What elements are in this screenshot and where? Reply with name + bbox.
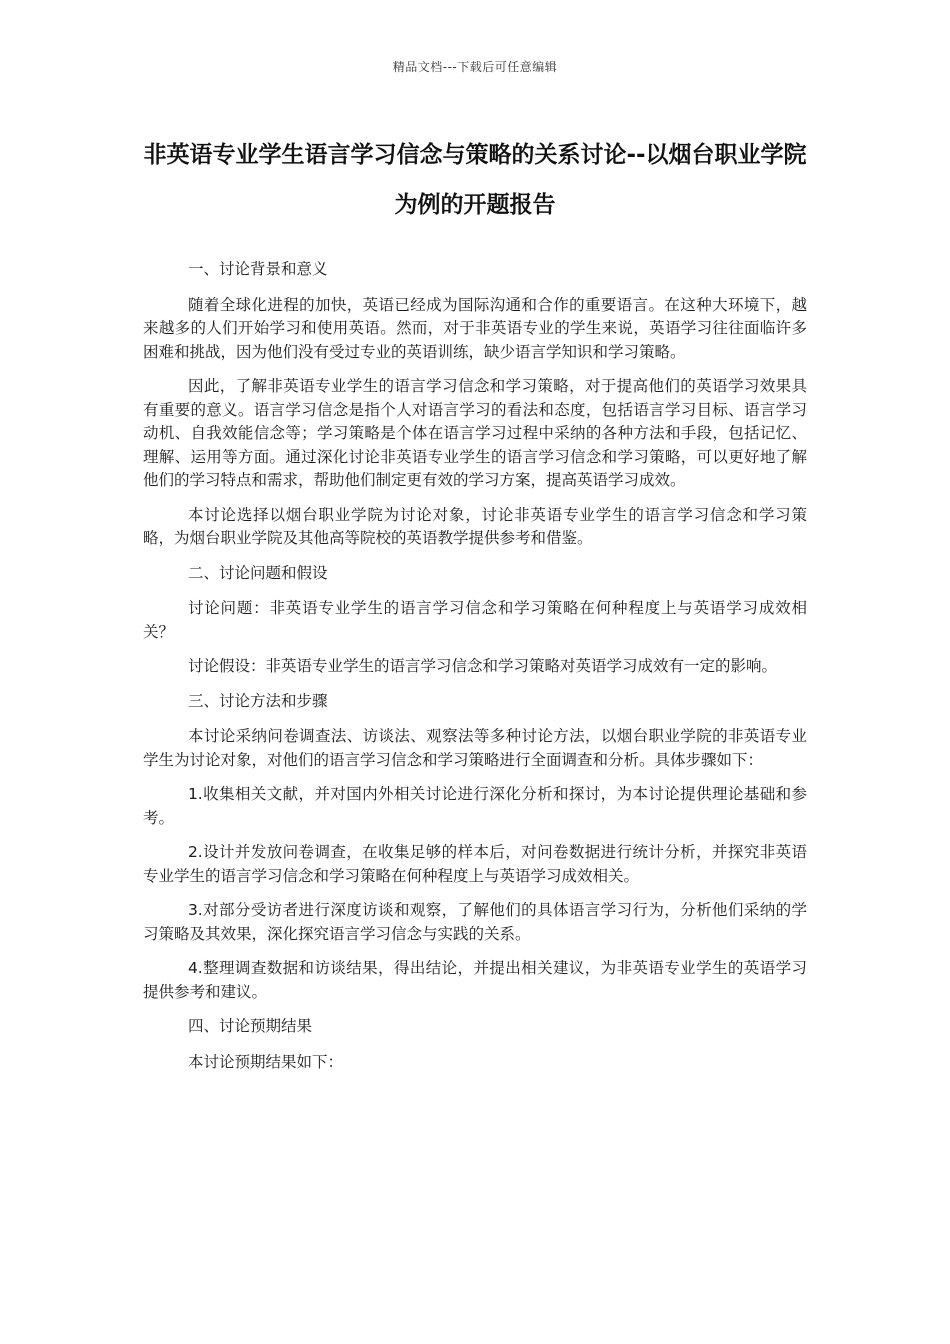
document-body — [143, 258, 807, 1085]
document-title: 非英语专业学生语言学习信念与策略的关系讨论--以烟台职业学院为例的开题报告 — [143, 142, 807, 218]
section-heading-background: 一、讨论背景和意义 — [187, 260, 328, 278]
paragraph-hypothesis: 讨论假设：非英语专业学生的语言学习信念和学习策略对英语学习成效有一定的影响。 — [187, 657, 777, 675]
section-heading-expected-results: 四、讨论预期结果 — [187, 1017, 312, 1035]
paragraph-background-3: 本讨论选择以烟台职业学院为讨论对象，讨论非英语专业学生的语言学习信念和学习策略，为烟台职业学院及其他高等院校的英语教学提供参考和借鉴。 — [143, 505, 807, 547]
paragraph-expected-results: 本讨论预期结果如下： — [187, 1052, 343, 1071]
paragraph-background-1: 随着全球化进程的加快，英语已经成为国际沟通和合作的重要语言。在这种大环境下，越来越多的人们开始学习和使用英语。然而，对于非英语专业的学生来说，英语学习往往面临许多困难和挑战，因为他们没有受过专业的英语训练，缺少语言学知识和学习策略。 — [143, 295, 807, 361]
header-note: 精品文档---下载后可任意编辑 — [392, 60, 558, 74]
paragraph-step-1: 1.收集相关文献，并对国内外相关讨论进行深化分析和探讨，为本讨论提供理论基础和参考。 — [143, 785, 807, 827]
section-heading-methods: 三、讨论方法和步骤 — [187, 691, 328, 710]
paragraph-question: 讨论问题：非英语专业学生的语言学习信念和学习策略在何种程度上与英语学习成效相关？ — [143, 599, 807, 641]
section-heading-questions: 二、讨论问题和假设 — [187, 563, 328, 582]
paragraph-methods-intro: 本讨论采纳问卷调查法、访谈法、观察法等多种讨论方法，以烟台职业学院的非英语专业学生为讨论对象，对他们的语言学习信念和学习策略进行全面调查和分析。具体步骤如下： — [143, 727, 807, 769]
paragraph-step-2: 2.设计并发放问卷调查，在收集足够的样本后，对问卷数据进行统计分析，并探究非英语专业学生的语言学习信念和学习策略在何种程度上与英语学习成效相关。 — [143, 843, 807, 885]
paragraph-background-2: 因此，了解非英语专业学生的语言学习信念和学习策略，对于提高他们的英语学习效果具有重要的意义。语言学习信念是指个人对语言学习的看法和态度，包括语言学习目标、语言学习动机、自我效能信念等；学习策略是个体在语言学习过程中采纳的各种方法和手段，包括记忆、理解、运用等方面。通过深化讨论非英语专业学生的语言学习信念和学习策略，可以更好地了解他们的学习特点和需求，帮助他们制定更有效的学习方案，提高英语学习成效。 — [143, 377, 807, 489]
paragraph-step-4: 4.整理调查数据和访谈结果，得出结论，并提出相关建议，为非英语专业学生的英语学习提供参考和建议。 — [143, 959, 807, 1001]
paragraph-step-3: 3.对部分受访者进行深度访谈和观察，了解他们的具体语言学习行为，分析他们采纳的学习策略及其效果，深化探究语言学习信念与实践的关系。 — [143, 901, 807, 943]
